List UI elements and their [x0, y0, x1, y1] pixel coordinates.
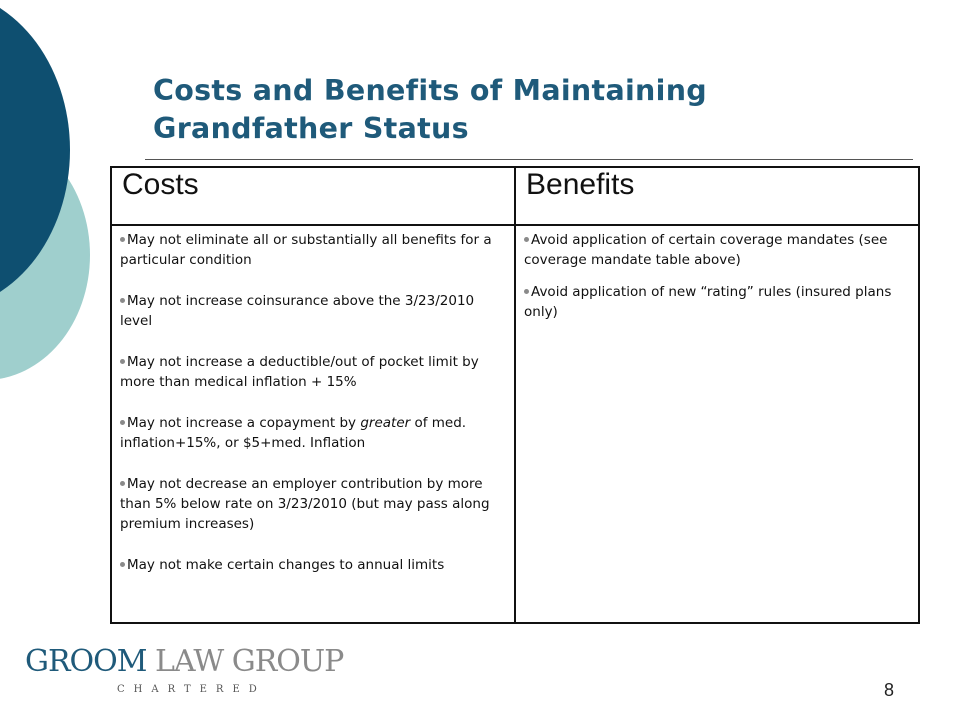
bullet-icon [120, 420, 125, 425]
costs-item-text: of med. inflation+15%, or $5+med. Inflation [120, 415, 467, 451]
logo-name-part-1: GROOM [25, 644, 147, 679]
costs-item-text: May not make certain changes to annual limits [127, 557, 445, 573]
bullet-icon [120, 237, 125, 242]
table-header-row [111, 167, 919, 225]
bullet-icon [120, 481, 125, 486]
benefits-header: Benefits [515, 167, 919, 225]
list-item [120, 291, 508, 331]
list-item [524, 230, 912, 270]
logo-subtitle: CHARTERED [117, 684, 266, 695]
benefits-list [524, 230, 912, 322]
costs-benefits-table [110, 166, 920, 624]
bullet-icon [524, 289, 529, 294]
costs-header: Costs [111, 167, 515, 225]
list-item [120, 230, 508, 270]
groom-law-group-logo [25, 644, 355, 700]
logo-name-part-2: LAW GROUP [146, 644, 344, 679]
bullet-icon [120, 359, 125, 364]
costs-list [120, 230, 508, 575]
slide-title [153, 72, 893, 148]
title-divider [145, 159, 913, 160]
list-item [120, 555, 508, 575]
bullet-icon [120, 298, 125, 303]
table-body-row [111, 225, 919, 623]
bullet-icon [524, 237, 529, 242]
logo-wordmark [25, 644, 343, 679]
bullet-icon [120, 562, 125, 567]
slide-title-line-2: Grandfather Status [153, 112, 469, 145]
page-number: 8 [884, 680, 895, 700]
slide-title-line-1: Costs and Benefits of Maintaining [153, 74, 707, 107]
list-item [120, 413, 508, 453]
costs-item-text: May not increase coinsurance above the 3/23/2010 level [120, 293, 475, 329]
costs-cell [111, 225, 515, 623]
list-item [524, 282, 912, 322]
list-item [120, 352, 508, 392]
costs-item-text: May not increase a copayment by [127, 415, 361, 431]
benefits-cell [515, 225, 919, 623]
costs-item-text: May not eliminate all or substantially all benefits for a particular condition [120, 232, 492, 268]
list-item [120, 474, 508, 534]
costs-item-emphasis: greater [360, 415, 411, 431]
costs-item-text: May not decrease an employer contribution by more than 5% below rate on 3/23/2010 (but may pass along premium increases) [120, 476, 490, 532]
benefits-item-text: Avoid application of new “rating” rules (insured plans only) [524, 284, 892, 320]
costs-item-text: May not increase a deductible/out of pocket limit by more than medical inflation + 15% [120, 354, 479, 390]
benefits-item-text: Avoid application of certain coverage mandates (see coverage mandate table above) [524, 232, 888, 268]
